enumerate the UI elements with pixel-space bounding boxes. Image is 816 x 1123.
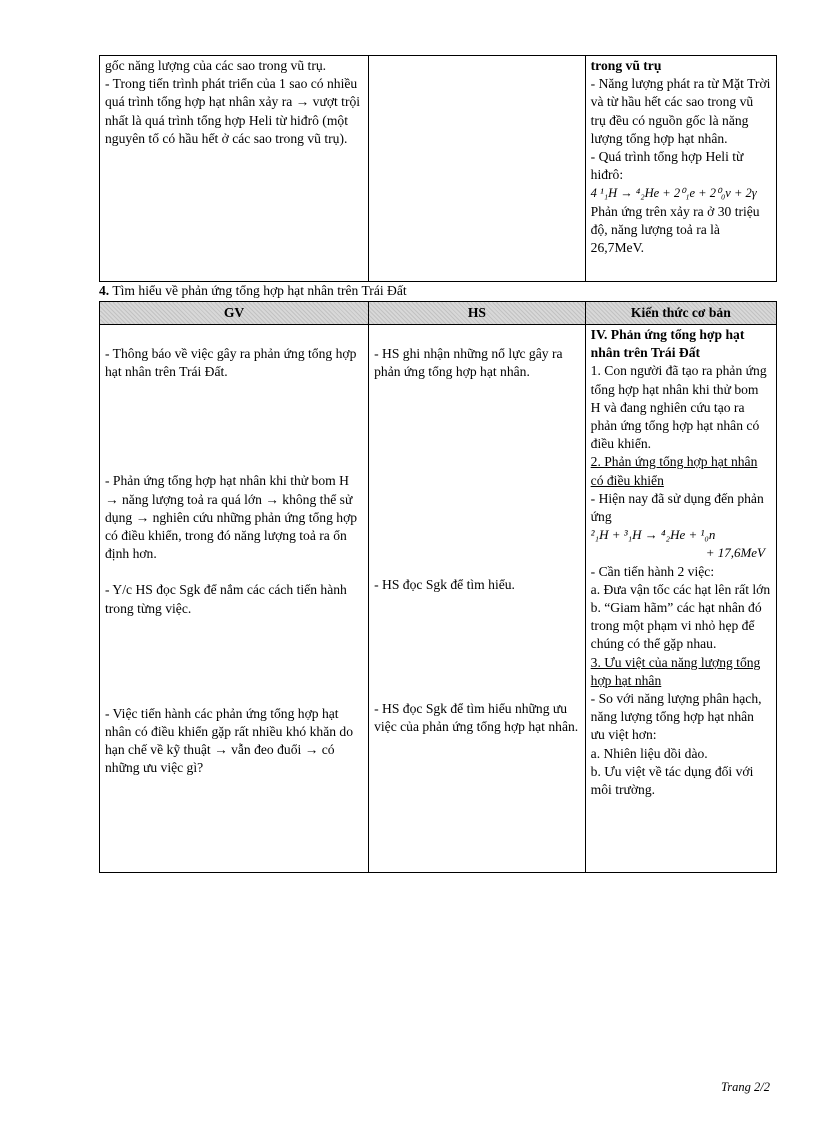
top-gv-line-1: gốc năng lượng của các sao trong vũ trụ. [105,58,327,73]
top-col-hs [369,56,586,282]
kt-p1: 1. Con người đã tạo ra phản ứng tổng hợp hạt nhân khi thử bom H và đang nghiên cứu tạo ra phản ứng tổng hợp hạt nhân có điều khiển. [590,363,767,452]
top-kt-line-2: - Quá trình tổng hợp Heli từ hiđrô: [590,149,744,183]
helium-fusion-equation: 4 ¹₁H → ⁴₂He + 2⁰₁e + 2⁰₀ν + 2γ [590,186,757,201]
section-4-heading [99,283,407,299]
col-kt [585,325,776,873]
hs-item-2: - HS đọc Sgk để tìm hiểu. [374,577,515,593]
kt-h2: 2. Phản ứng tổng hợp hạt nhân có điều khiển [590,454,758,488]
section-title: Tìm hiểu về phản ứng tổng hợp hạt nhân trên Trái Đất [109,283,407,298]
header-kt: Kiến thức cơ bản [585,302,776,325]
top-col-gv [100,56,369,282]
gv-item-4: - Việc tiến hành các phản ứng tổng hợp hạt nhân có điều khiển gặp rất nhiều khó khăn do hạn chế về kỹ thuật → vẫn đeo đuổi → có những ưu việc gì? [105,705,354,776]
gv-item-2: - Phản ứng tổng hợp hạt nhân khi thử bom H → năng lượng toả ra quá lớn → không thể sử dụng → nghiên cứu những phản ứng tổng hợp có điều khiển, trong đó năng lượng toả ra ổn định hơn. [105,473,358,562]
page-number: Trang 2/2 [721,1080,770,1094]
top-table [99,55,777,282]
top-kt-after: Phản ứng trên xảy ra ở 30 triệu độ, năng lượng toả ra là 26,7MeV. [590,203,760,256]
top-kt-line-1: - Năng lượng phát ra từ Mặt Trời và từ hầu hết các sao trong vũ trụ đều có nguồn gốc là năng lượng tổng hợp hạt nhân. [590,76,771,146]
header-gv: GV [100,302,369,325]
kt-p4a: a. Nhiên liệu dồi dào. [590,745,708,761]
kt-p3a: a. Đưa vận tốc các hạt lên rất lớn [590,581,771,597]
kt-p4: - So với năng lượng phân hạch, năng lượng tổng hợp hạt nhân ưu việt hơn: [590,691,762,743]
header-hs: HS [369,302,586,325]
hs-item-3: - HS đọc Sgk để tìm hiểu những ưu việc của phản ứng tổng hợp hạt nhân. [374,700,579,734]
kt-p4b: b. Ưu việt về tác dụng đối với môi trường. [590,763,754,798]
kt-p3: - Cần tiến hành 2 việc: [590,563,715,579]
hs-item-1: - HS ghi nhận những nổ lực gây ra phản ứng tổng hợp hạt nhân. [374,346,563,380]
col-gv [100,325,369,873]
col-hs [369,325,586,873]
kt-p3b: b. “Giam hãm” các hạt nhân đó trong một phạm vi nhỏ hẹp để chúng có thể gặp nhau. [590,600,762,652]
gv-item-1: - Thông báo về việc gây ra phản ứng tổng hợp hạt nhân trên Trái Đất. [105,346,357,380]
kt-h3: 3. Ưu việt của năng lượng tổng hợp hạt nhân [590,654,761,688]
dt-fusion-equation: ²₁H + ³₁H → ⁴₂He + ¹₀n [590,527,716,543]
dt-fusion-energy: + 17,6MeV [705,545,765,561]
gv-item-3: - Y/c HS đọc Sgk để nắm các cách tiến hành trong từng việc. [105,582,347,616]
main-table [99,301,777,873]
section-number: 4. [99,283,110,298]
top-col-kt [585,56,776,282]
top-kt-heading: trong vũ trụ [590,58,662,73]
kt-heading: IV. Phản ứng tổng hợp hạt nhân trên Trái Đất [590,327,745,361]
kt-p2: - Hiện nay đã sử dụng đến phản ứng [590,490,764,525]
top-gv-line-2: - Trong tiến trình phát triển của 1 sao có nhiều quá trình tổng hợp hạt nhân xảy ra → vượt trội nhất là quá trình tổng hợp Heli từ hiđrô (một nguyên tố có hầu hết ở các sao trong vũ trụ). [105,76,361,146]
